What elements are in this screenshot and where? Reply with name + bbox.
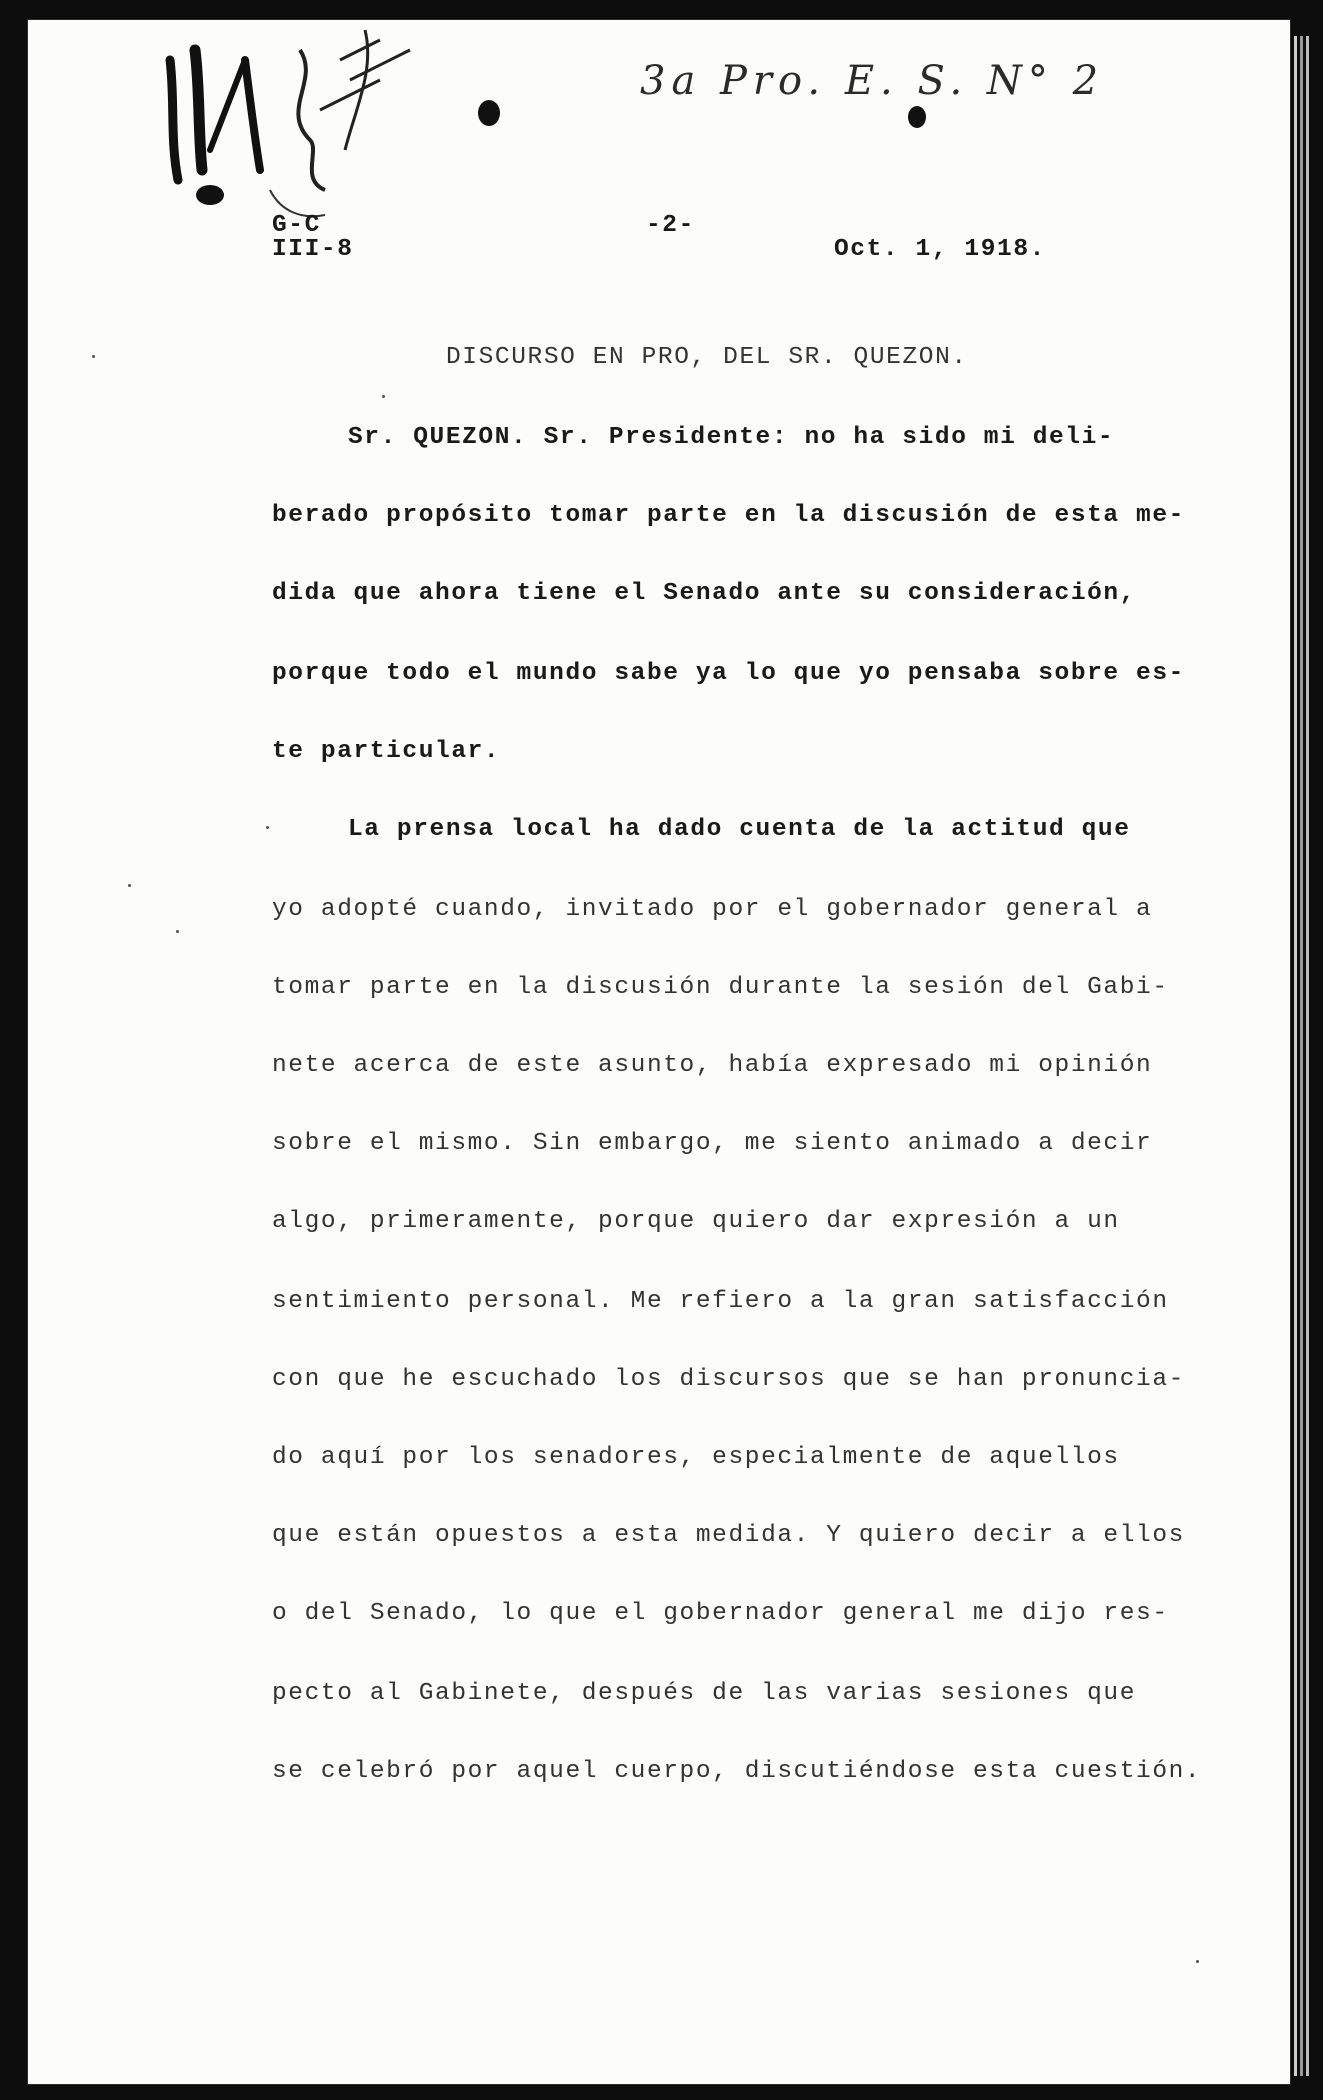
body-line: sobre el mismo. Sin embargo, me siento animado a decir — [272, 1130, 1153, 1157]
ink-blot — [908, 106, 926, 128]
body-line: algo, primeramente, porque quiero dar expresión a un — [272, 1208, 1120, 1235]
paper-speck — [1196, 1960, 1199, 1963]
body-line: dida que ahora tiene el Senado ante su consideración, — [272, 580, 1137, 607]
page-number: -2- — [646, 212, 695, 239]
page-edge — [1294, 36, 1297, 2076]
paper-speck — [266, 826, 269, 829]
body-line: La prensa local ha dado cuenta de la actitud que — [348, 816, 1131, 843]
body-line: do aquí por los senadores, especialmente de aquellos — [272, 1444, 1120, 1471]
body-line: nete acerca de este asunto, había expresado mi opinión — [272, 1052, 1153, 1079]
body-line: tomar parte en la discusión durante la sesión del Gabi- — [272, 974, 1169, 1001]
paper-speck — [92, 355, 95, 358]
body-line: yo adopté cuando, invitado por el gobernador general a — [272, 896, 1153, 923]
body-line: se celebró por aquel cuerpo, discutiéndose esta cuestión. — [272, 1758, 1202, 1785]
paper-speck — [382, 395, 385, 398]
body-line: porque todo el mundo sabe ya lo que yo pensaba sobre es- — [272, 660, 1185, 687]
body-line: sentimiento personal. Me refiero a la gran satisfacción — [272, 1288, 1169, 1315]
document-date: Oct. 1, 1918. — [834, 236, 1046, 263]
paper-speck — [128, 884, 131, 887]
body-line: pecto al Gabinete, después de las varias sesiones que — [272, 1680, 1137, 1707]
header-code-top: G-C — [272, 212, 321, 239]
body-line: te particular. — [272, 738, 501, 765]
ink-blot — [478, 100, 500, 126]
paper-speck — [176, 930, 179, 933]
body-line: o del Senado, lo que el gobernador general me dijo res- — [272, 1600, 1169, 1627]
header-code-bottom: III-8 — [272, 236, 354, 263]
body-line: con que he escuchado los discursos que se han pronuncia- — [272, 1366, 1185, 1393]
handwritten-scribble — [150, 20, 480, 230]
handwritten-annotation: 3a Pro. E. S. N° 2 — [640, 58, 1105, 104]
body-line: Sr. QUEZON. Sr. Presidente: no ha sido mi deli- — [348, 424, 1115, 451]
page-title: DISCURSO EN PRO, DEL SR. QUEZON. — [446, 344, 968, 371]
page-edge — [1306, 36, 1309, 2076]
body-line: berado propósito tomar parte en la discusión de esta me- — [272, 502, 1185, 529]
body-line: que están opuestos a esta medida. Y quiero decir a ellos — [272, 1522, 1185, 1549]
page-edge — [1300, 36, 1303, 2076]
